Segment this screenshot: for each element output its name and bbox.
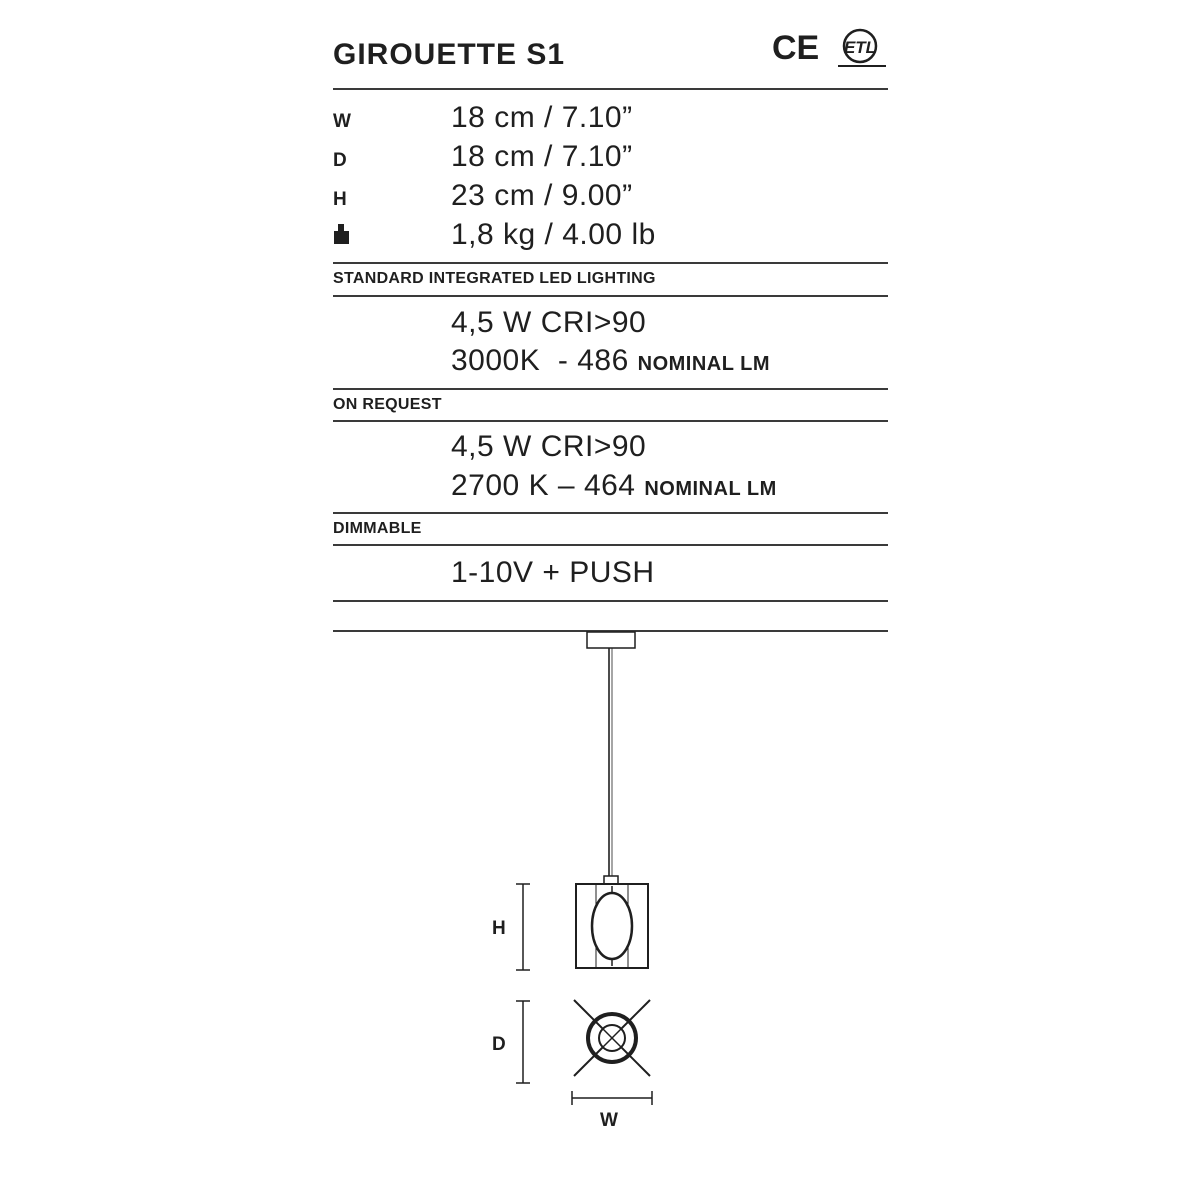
height-dimension-bracket: [516, 884, 530, 970]
drawing-label-w: W: [600, 1110, 618, 1131]
etl-mark-icon: [838, 30, 886, 66]
dim-label-d: D: [333, 150, 347, 171]
on-request-power: 4,5 W CRI>90: [451, 430, 647, 463]
product-title: GIROUETTE S1: [333, 38, 566, 71]
weight-icon: [333, 224, 353, 248]
dim-label-h: H: [333, 189, 347, 210]
divider: [333, 388, 888, 390]
on-request-lumen-value: 2700 K – 464: [451, 469, 636, 502]
dim-value-w: 18 cm / 7.10”: [451, 101, 633, 134]
pendant-lamp-drawing: [480, 628, 680, 1108]
on-request-lumen-unit: NOMINAL LM: [644, 478, 777, 500]
divider: [333, 600, 888, 602]
divider: [333, 262, 888, 264]
ce-mark-icon: [772, 29, 819, 67]
drawing-label-d: D: [492, 1034, 506, 1055]
svg-text:CE: CE: [772, 29, 820, 67]
standard-power: 4,5 W CRI>90: [451, 306, 647, 339]
weight-value: 1,8 kg / 4.00 lb: [451, 218, 656, 251]
lamp-front-view-icon: [576, 884, 648, 968]
svg-text:ETL: ETL: [843, 38, 877, 57]
dim-label-w: W: [333, 111, 351, 132]
divider: [333, 88, 888, 90]
standard-lumen-unit: NOMINAL LM: [637, 353, 771, 375]
standard-color-temp: [451, 344, 770, 378]
dim-value-d: 18 cm / 7.10”: [451, 140, 633, 173]
section-heading-standard: STANDARD INTEGRATED LED LIGHTING: [333, 270, 656, 287]
lamp-top-view-icon: [574, 1000, 650, 1076]
divider: [333, 544, 888, 546]
section-heading-on-request: ON REQUEST: [333, 396, 442, 413]
divider: [333, 295, 888, 297]
dim-value-h: 23 cm / 9.00”: [451, 179, 633, 212]
divider: [333, 512, 888, 514]
certification-marks: [770, 26, 890, 70]
width-dimension-bracket: [572, 1091, 652, 1105]
section-heading-dimmable: DIMMABLE: [333, 520, 422, 537]
drawing-label-h: H: [492, 918, 506, 939]
canopy-icon: [587, 632, 635, 648]
depth-dimension-bracket: [516, 1001, 530, 1083]
dimmable-value: 1-10V + PUSH: [451, 556, 655, 589]
divider: [333, 420, 888, 422]
on-request-color-temp: [451, 469, 777, 503]
standard-lumen-value: 3000K - 486: [451, 344, 629, 377]
